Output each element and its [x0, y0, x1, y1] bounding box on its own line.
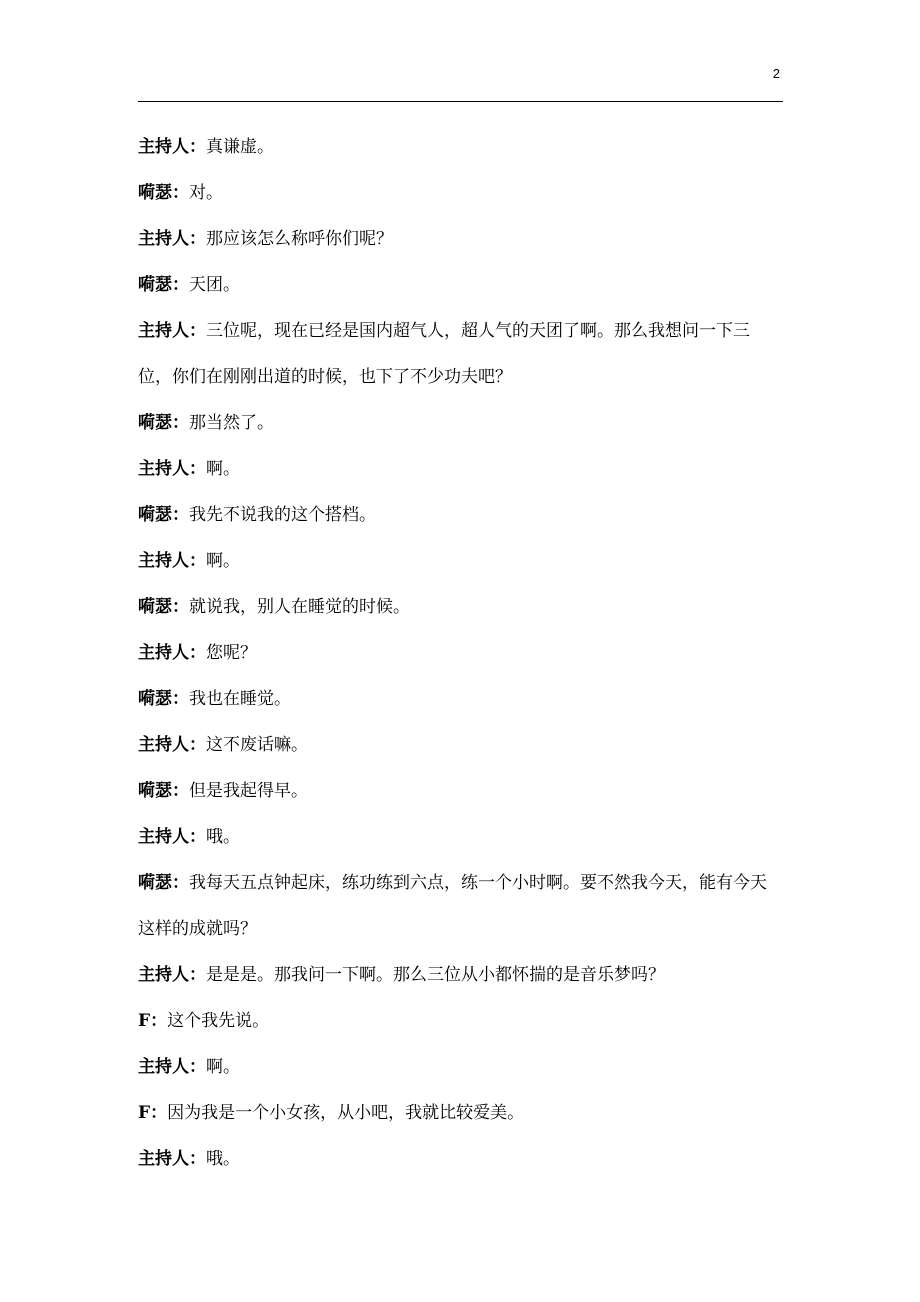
dialogue-line	[138, 446, 783, 492]
dialogue-line	[138, 216, 783, 262]
speaker-label: 主持人：	[138, 321, 206, 341]
dialogue-text: 三位呢，现在已经是国内超气人，超人气的天团了啊。那么我想问一下三位，你们在刚刚出道的时候，也下了不少功夫吧？	[138, 321, 750, 387]
dialogue-text: 这个我先说。	[167, 1011, 270, 1031]
dialogue-text: 啊。	[206, 551, 240, 571]
dialogue-text: 哦。	[206, 827, 240, 847]
header-rule	[138, 101, 783, 102]
dialogue-text: 那应该怎么称呼你们呢？	[206, 229, 393, 249]
dialogue-text: 啊。	[206, 1057, 240, 1077]
dialogue-text: 那当然了。	[189, 413, 274, 433]
dialogue-line	[138, 308, 783, 400]
speaker-label: 主持人：	[138, 1057, 206, 1077]
dialogue-line	[138, 584, 783, 630]
speaker-label: 主持人：	[138, 551, 206, 571]
dialogue-line	[138, 538, 783, 584]
dialogue-text: 啊。	[206, 459, 240, 479]
dialogue-line	[138, 170, 783, 216]
speaker-label: 主持人：	[138, 827, 206, 847]
dialogue-text: 我也在睡觉。	[189, 689, 291, 709]
dialogue-line	[138, 400, 783, 446]
dialogue-text: 这不废话嘛。	[206, 735, 308, 755]
dialogue-line	[138, 722, 783, 768]
speaker-label: 主持人：	[138, 137, 206, 157]
dialogue-text: 天团。	[189, 275, 240, 295]
dialogue-line	[138, 768, 783, 814]
speaker-label: 嗬瑟：	[138, 275, 189, 295]
dialogue-text: 我每天五点钟起床，练功练到六点，练一个小时啊。要不然我今天，能有今天这样的成就吗？	[138, 873, 767, 939]
dialogue-text: 但是我起得早。	[189, 781, 308, 801]
dialogue-line	[138, 124, 783, 170]
speaker-label: 嗬瑟：	[138, 413, 189, 433]
dialogue-text: 哦。	[206, 1149, 240, 1169]
dialogue-line	[138, 1136, 783, 1182]
dialogue-text: 您呢？	[206, 643, 257, 663]
speaker-label: 嗬瑟：	[138, 597, 189, 617]
dialogue-line	[138, 262, 783, 308]
dialogue-text: 就说我，别人在睡觉的时候。	[189, 597, 410, 617]
dialogue-text: 是是是。那我问一下啊。那么三位从小都怀揣的是音乐梦吗？	[206, 965, 665, 985]
speaker-label: F：	[138, 1011, 168, 1031]
dialogue-line	[138, 860, 783, 952]
dialogue-text: 我先不说我的这个搭档。	[189, 505, 376, 525]
speaker-label: 嗬瑟：	[138, 183, 189, 203]
dialogue-transcript	[138, 124, 783, 1182]
dialogue-line	[138, 1044, 783, 1090]
speaker-label: F：	[138, 1103, 168, 1123]
dialogue-line	[138, 952, 783, 998]
speaker-label: 主持人：	[138, 735, 206, 755]
speaker-label: 嗬瑟：	[138, 781, 189, 801]
speaker-label: 主持人：	[138, 1149, 206, 1169]
speaker-label: 嗬瑟：	[138, 873, 189, 893]
dialogue-line	[138, 814, 783, 860]
speaker-label: 嗬瑟：	[138, 689, 189, 709]
speaker-label: 主持人：	[138, 965, 206, 985]
dialogue-text: 对。	[189, 183, 223, 203]
dialogue-line	[138, 998, 783, 1044]
dialogue-text: 真谦虚。	[206, 137, 274, 157]
dialogue-line	[138, 1090, 783, 1136]
speaker-label: 嗬瑟：	[138, 505, 189, 525]
dialogue-line	[138, 630, 783, 676]
page-number: 2	[772, 66, 780, 81]
dialogue-text: 因为我是一个小女孩，从小吧，我就比较爱美。	[167, 1103, 525, 1123]
speaker-label: 主持人：	[138, 643, 206, 663]
dialogue-line	[138, 676, 783, 722]
speaker-label: 主持人：	[138, 459, 206, 479]
dialogue-line	[138, 492, 783, 538]
speaker-label: 主持人：	[138, 229, 206, 249]
